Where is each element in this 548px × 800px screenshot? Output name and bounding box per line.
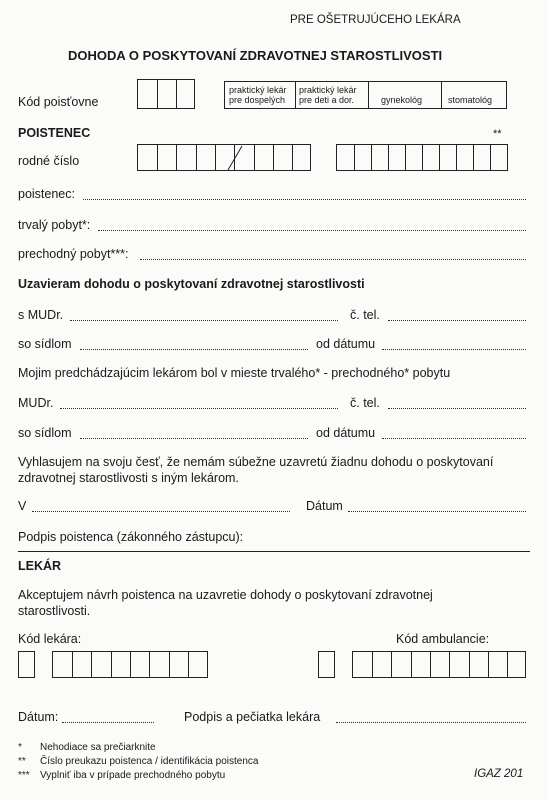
section-divider [18, 551, 530, 552]
insured-name-label: poistenec: [18, 187, 75, 201]
sign-date-field[interactable] [348, 511, 526, 512]
previous-date-label: od dátumu [316, 426, 376, 440]
doctor-type-adult[interactable]: praktický lekár pre dospelých [229, 85, 287, 105]
insured-name-field[interactable] [83, 199, 526, 200]
insurance-card-number-field[interactable] [336, 144, 508, 171]
permanent-address-label: trvalý pobyt*: [18, 218, 91, 232]
permanent-address-field[interactable] [98, 230, 526, 231]
doctor-name-label: s MUDr. [18, 308, 64, 322]
footnote-text: Vyplniť iba v prípade prechodného pobytu [40, 770, 226, 781]
clinic-code-label: Kód ambulancie: [396, 632, 490, 646]
insured-signature-label: Podpis poistenca (zákonného zástupcu): [18, 530, 244, 544]
doctor-date-label: Dátum: [18, 710, 59, 724]
doctor-name-field[interactable] [70, 320, 338, 321]
doctor-type-selector[interactable] [224, 81, 507, 109]
previous-doctor-phone-field[interactable] [388, 408, 526, 409]
form-title: DOHODA O POSKYTOVANÍ ZDRAVOTNEJ STAROSTLIVOSTI [68, 48, 443, 63]
temporary-address-label: prechodný pobyt***: [18, 247, 129, 261]
declaration-line-2: zdravotnej starostlivosti s iným lekárom. [18, 471, 239, 485]
previous-doctor-phone-label: č. tel. [350, 396, 380, 410]
clinic-code-field[interactable] [352, 651, 526, 678]
previous-doctor-name-label: MUDr. [18, 396, 54, 410]
footnote-text: Číslo preukazu poistenca / identifikácia poistenca [40, 756, 259, 767]
footnote-mark: * [18, 742, 22, 753]
previous-doctor-seat-label: so sídlom [18, 426, 72, 440]
doctor-date-field[interactable] [62, 722, 154, 723]
doctor-type-stomatologist[interactable]: stomatológ [448, 95, 493, 105]
form-code: IGAZ 201 [474, 768, 524, 780]
insurer-code-field[interactable] [137, 79, 195, 109]
doctor-phone-field[interactable] [388, 320, 526, 321]
birth-number-field[interactable] [137, 144, 311, 171]
doctor-seat-label: so sídlom [18, 337, 72, 351]
form-recipient-label: PRE OŠETRUJÚCEHO LEKÁRA [290, 14, 461, 26]
footnote-mark: *** [18, 770, 30, 781]
doctor-heading: LEKÁR [18, 559, 62, 573]
previous-doctor-seat-field[interactable] [80, 438, 308, 439]
birth-number-slash-icon [224, 145, 246, 171]
agreement-date-field[interactable] [382, 349, 526, 350]
insured-id-footnote-mark: ** [493, 128, 502, 140]
temporary-address-field[interactable] [140, 259, 526, 260]
insured-heading: POISTENEC [18, 126, 91, 140]
insurer-code-label: Kód poisťovne [18, 95, 99, 109]
previous-doctor-text: Mojim predchádzajúcim lekárom bol v mieste trvalého* - prechodného* pobytu [18, 366, 451, 380]
doctor-type-children[interactable]: praktický lekár pre deti a dor. [299, 85, 357, 105]
doctor-type-gynecologist[interactable]: gynekológ [381, 95, 423, 105]
sign-date-label: Dátum [306, 499, 343, 513]
doctor-signature-field[interactable] [336, 722, 526, 723]
place-label: V [18, 499, 27, 513]
clinic-code-prefix-field[interactable] [318, 651, 335, 678]
doctor-phone-label: č. tel. [350, 308, 380, 322]
doctor-accept-line-2: starostlivosti. [18, 604, 91, 618]
doctor-code-prefix-field[interactable] [18, 651, 35, 678]
agreement-date-label: od dátumu [316, 337, 376, 351]
previous-date-field[interactable] [382, 438, 526, 439]
agreement-heading: Uzavieram dohodu o poskytovaní zdravotnej starostlivosti [18, 277, 365, 291]
doctor-signature-label: Podpis a pečiatka lekára [184, 710, 321, 724]
doctor-accept-line-1: Akceptujem návrh poistenca na uzavretie dohody o poskytovaní zdravotnej [18, 588, 433, 602]
place-field[interactable] [32, 511, 290, 512]
doctor-code-label: Kód lekára: [18, 632, 82, 646]
doctor-code-field[interactable] [52, 651, 208, 678]
birth-number-label: rodné číslo [18, 154, 80, 168]
footnote-text: Nehodiace sa prečiarknite [40, 742, 156, 753]
footnote-mark: ** [18, 756, 26, 767]
declaration-line-1: Vyhlasujem na svoju česť, že nemám súbežne uzavretú žiadnu dohodu o poskytovaní [18, 455, 494, 469]
doctor-seat-field[interactable] [80, 349, 308, 350]
previous-doctor-name-field[interactable] [60, 408, 338, 409]
